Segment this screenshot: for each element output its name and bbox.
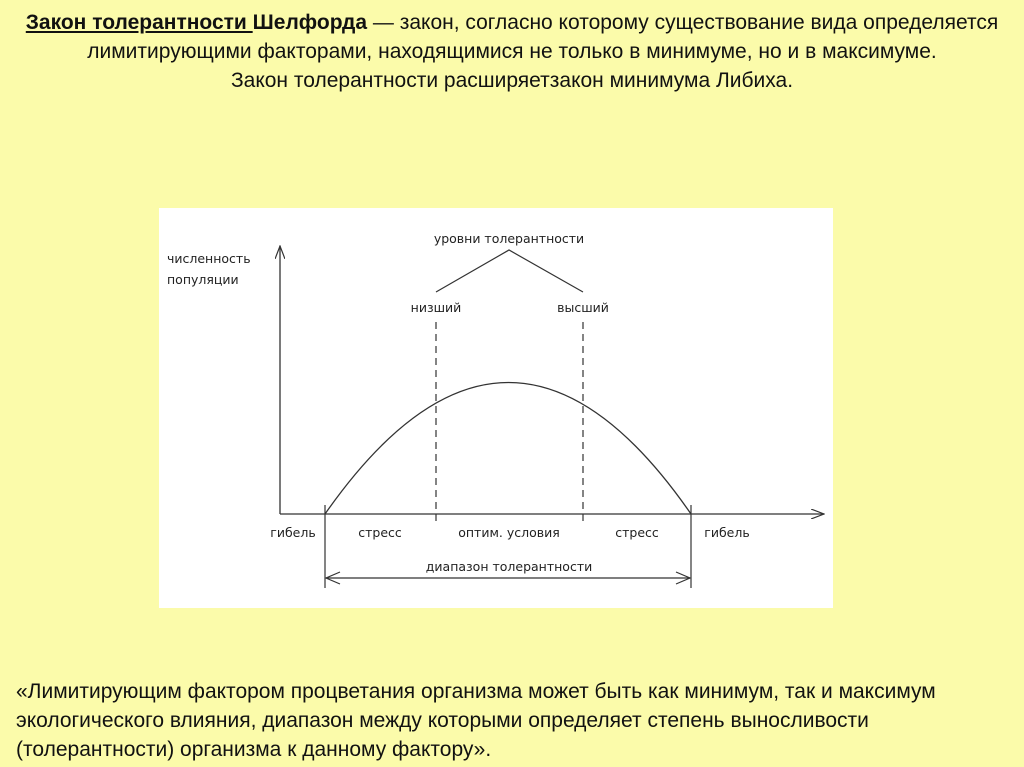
tolerance-levels-bracket	[436, 250, 583, 292]
tolerance-levels-title: уровни толерантности	[433, 231, 585, 246]
zone-death-left: гибель	[270, 525, 316, 540]
zone-death-right: гибель	[704, 525, 750, 540]
y-axis-label-line2: популяции	[167, 272, 239, 287]
slide-quote: «Лимитирующим фактором процветания организма может быть как минимум, так и максимум экологического влияния, диапазон между которыми определяет степень выносливости (толерантности) организма к данному фактору».	[16, 680, 936, 761]
tolerance-diagram	[159, 208, 833, 608]
level-high-label: высший	[557, 300, 609, 315]
law-extension-line: Закон толерантности расширяетзакон минимума Либиха.	[230, 69, 794, 92]
level-low-label: низший	[410, 300, 462, 315]
population-curve	[325, 383, 691, 515]
zone-optimum: оптим. условия	[458, 525, 560, 540]
y-axis-label-line1: численность	[167, 251, 251, 266]
tolerance-range-label: диапазон толерантности	[425, 559, 593, 574]
law-term-part2: Шелфорда	[252, 11, 368, 34]
zone-stress-right: стресс	[615, 525, 659, 540]
slide-header	[20, 8, 1004, 95]
law-definition: — закон, согласно которому существование вида определяется лимитирующими факторами, находящимися не только в минимуме, но и в максимуме.	[87, 11, 999, 63]
law-term-part1: Закон толерантности	[25, 11, 253, 34]
zone-stress-left: стресс	[358, 525, 402, 540]
tolerance-diagram-svg	[159, 208, 833, 608]
